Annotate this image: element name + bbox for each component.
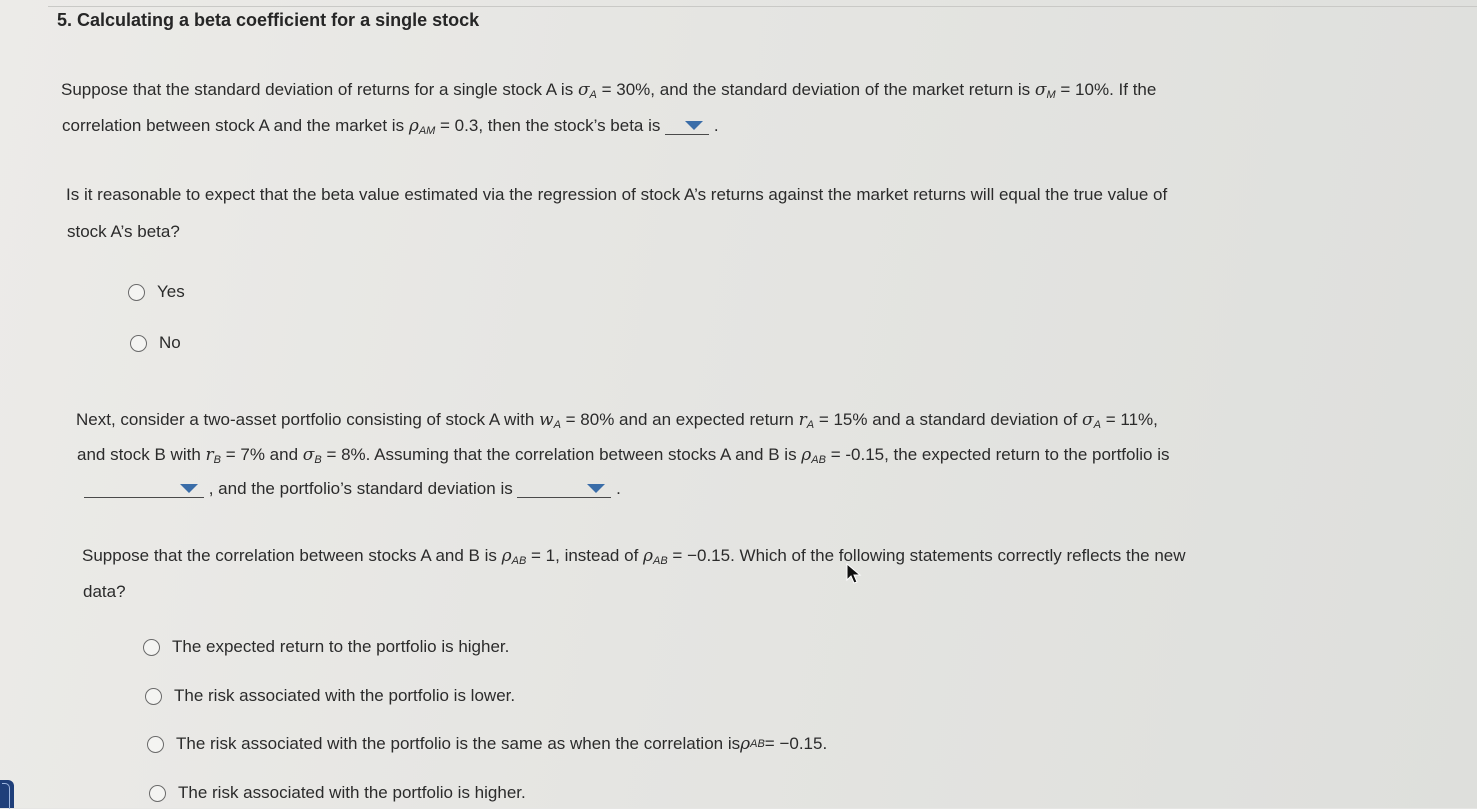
radio-option-risk-higher[interactable]: The risk associated with the portfolio is higher.: [149, 783, 526, 803]
chevron-down-icon: [685, 121, 703, 130]
question-title: 5. Calculating a beta coefficient for a single stock: [57, 10, 480, 30]
radio-button[interactable]: [130, 335, 147, 352]
left-edge-tab: [0, 780, 14, 808]
chevron-down-icon: [180, 484, 198, 493]
radio-option-return-higher[interactable]: The expected return to the portfolio is higher.: [143, 637, 509, 657]
radio-button[interactable]: [149, 785, 166, 802]
mouse-cursor-icon: [846, 563, 862, 585]
radio-option-risk-lower[interactable]: The risk associated with the portfolio is lower.: [145, 686, 515, 706]
correlation-question-line2: data?: [83, 582, 126, 601]
radio-button[interactable]: [147, 736, 164, 753]
beta-question-line2: correlation between stock A and the market is $\rho_{AM} = 0.3$, then the stock’s beta is .: [62, 116, 719, 137]
beta-question-line1: Suppose that the standard deviation of returns for a single stock A is $\sigma_A = 30\%$, and the standard deviation of the market return is $\sigma_M = 10\%$. If the: [61, 80, 1157, 101]
portfolio-question-line3: , and the portfolio’s standard deviation is .: [84, 471, 621, 506]
radio-button[interactable]: [145, 688, 162, 705]
expected-return-dropdown[interactable]: [84, 479, 204, 498]
std-deviation-dropdown[interactable]: [517, 479, 611, 498]
chevron-down-icon: [587, 484, 605, 493]
radio-button[interactable]: [143, 639, 160, 656]
regression-question-line2: stock A’s beta?: [67, 222, 180, 241]
radio-option-no[interactable]: No: [130, 333, 181, 353]
top-divider: [48, 6, 1477, 7]
portfolio-question-line2: and stock B with $r_B = 7\%$ and $\sigma_B = 8\%$. Assuming that the correlation between stocks A and B is $\rho_{AB} = -0.15$, the expected return to the portfolio is: [77, 445, 1170, 466]
regression-question-line1: Is it reasonable to expect that the beta value estimated via the regression of stock A’s returns against the market returns will equal the true value of: [66, 185, 1168, 204]
beta-dropdown[interactable]: [665, 116, 709, 135]
portfolio-question-line1: Next, consider a two-asset portfolio consisting of stock A with $w_A = 80\%$ and an expected return $r_A = 15\%$ and a standard deviation of $\sigma_A = 11\%$,: [76, 410, 1158, 431]
radio-option-yes[interactable]: Yes: [128, 282, 185, 302]
radio-option-risk-same[interactable]: The risk associated with the portfolio is the same as when the correlation is ρ AB = −0.15.: [147, 734, 827, 754]
radio-button[interactable]: [128, 284, 145, 301]
correlation-question-line1: Suppose that the correlation between stocks A and B is $\rho_{AB} = 1$, instead of $\rho_{AB} = -0.15$. Which of the following statements correctly reflects the new: [82, 546, 1186, 567]
